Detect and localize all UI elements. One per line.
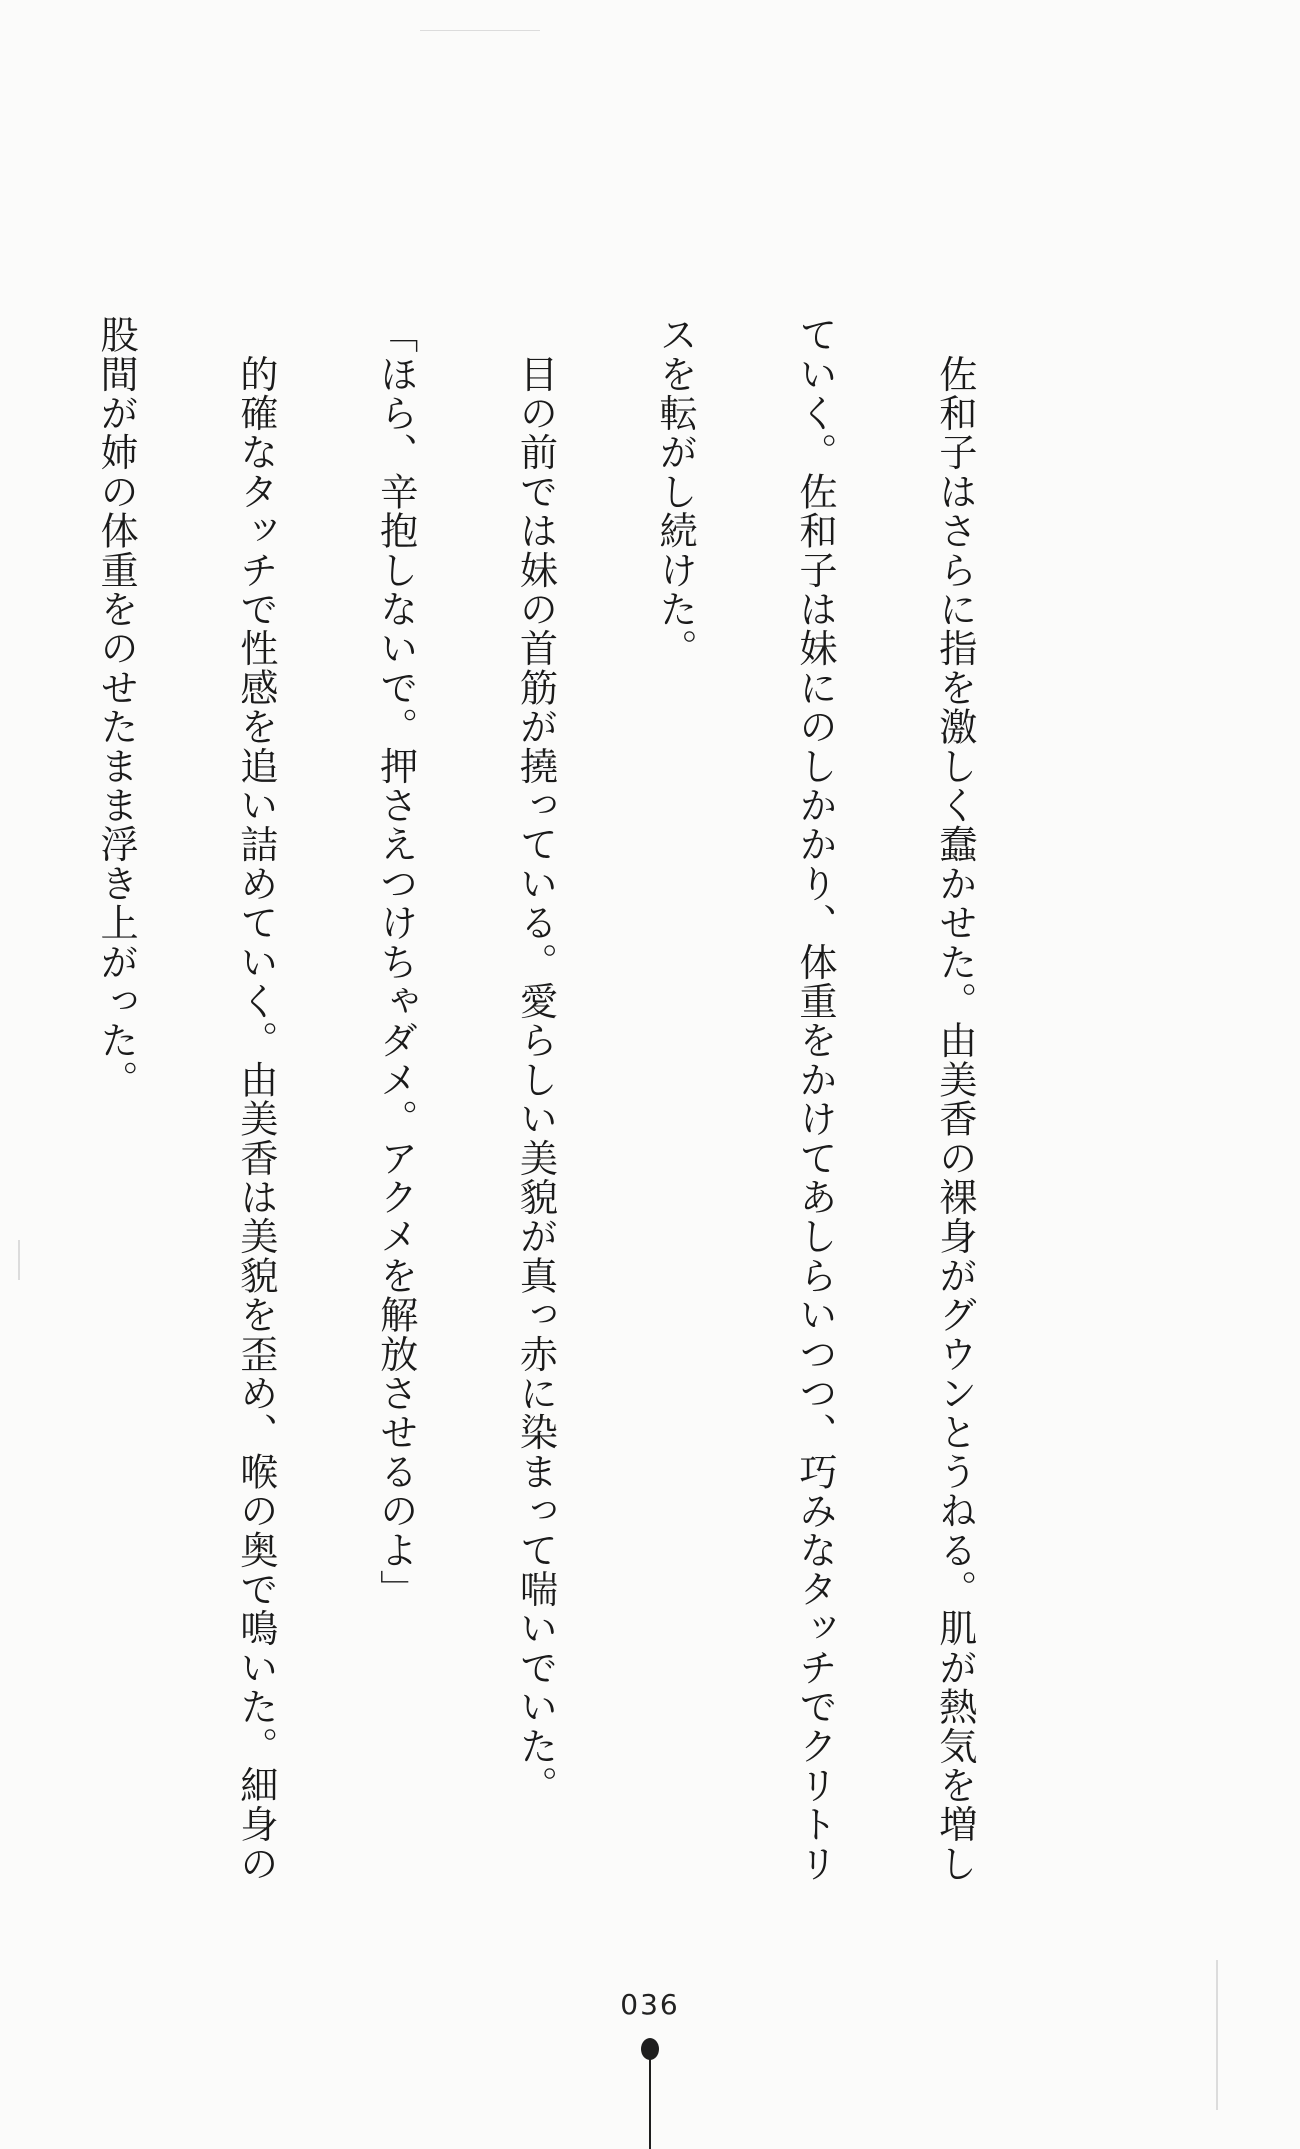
text-line: 目の前では妹の首筋が撓っている。愛らしい美貌が真っ赤に染まって喘いでいた。	[512, 315, 557, 1805]
scan-edge-mark	[1216, 1960, 1218, 2110]
page-marker-line	[649, 2056, 651, 2149]
text-line: 「ほら、辛抱しないで。押さえつけちゃダメ。アクメを解放させるのよ」	[372, 315, 417, 1609]
text-line: 佐和子はさらに指を激しく蠢かせた。由美香の裸身がグウンとうねる。肌が熱気を増し	[931, 315, 976, 1883]
text-line: 股間が姉の体重をのせたまま浮き上がった。	[93, 315, 138, 1099]
text-line: 的確なタッチで性感を追い詰めていく。由美香は美貌を歪め、喉の奥で鳴いた。細身の	[232, 315, 277, 1883]
text-line: ていく。佐和子は妹にのしかかり、体重をかけてあしらいつつ、巧みなタッチでクリトリ	[792, 315, 837, 1883]
page-number: 036	[620, 1988, 680, 2021]
text-line: スを転がし続けた。	[652, 315, 697, 668]
vertical-body-text	[0, 315, 1070, 1883]
scan-edge-mark	[420, 30, 540, 31]
